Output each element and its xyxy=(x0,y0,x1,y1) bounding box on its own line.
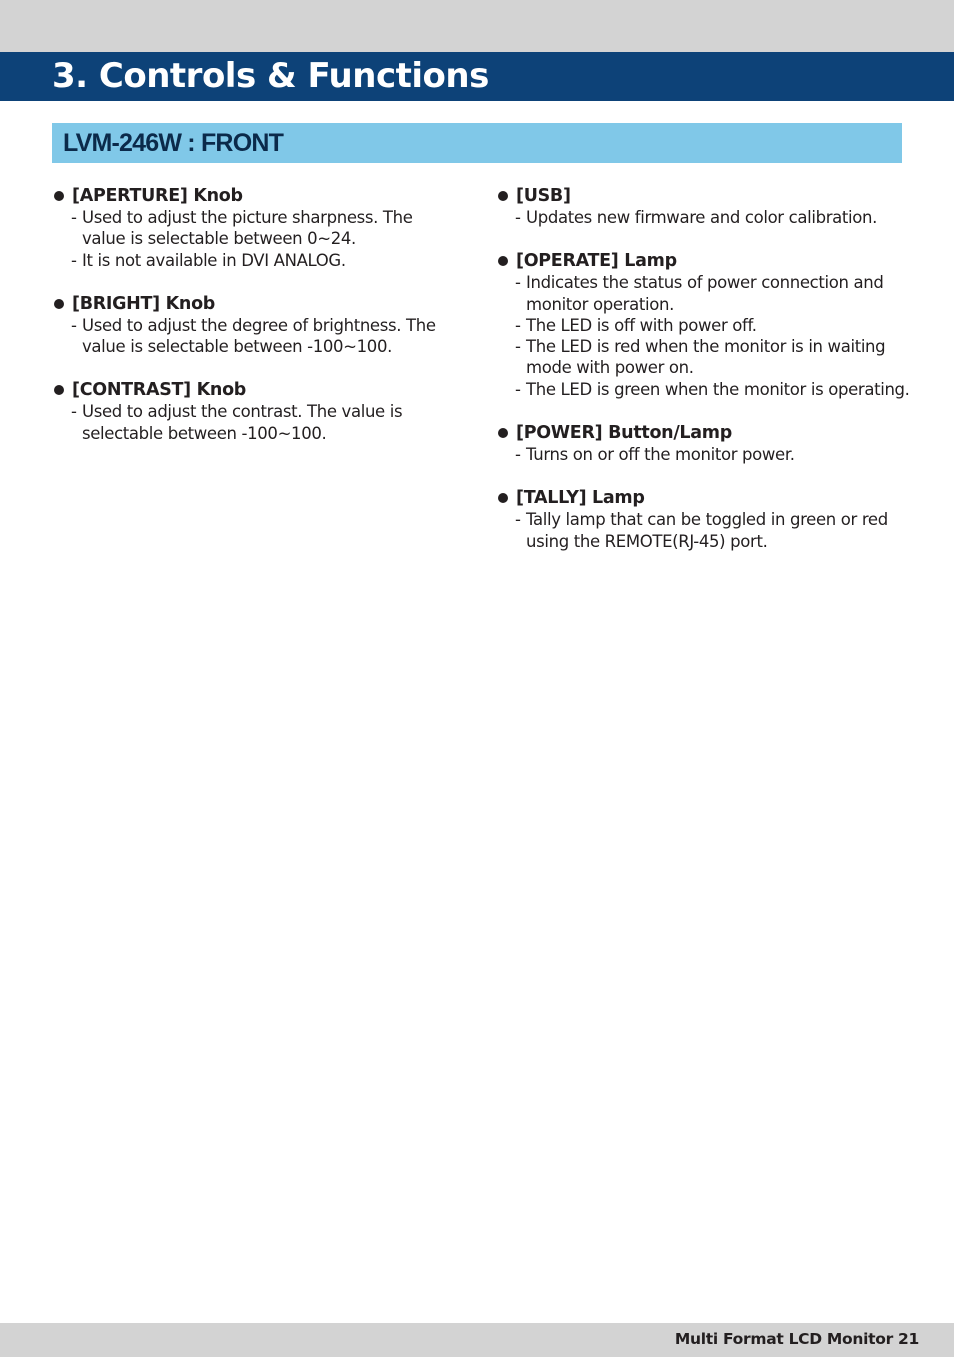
page-title: 3. Controls & Functions xyxy=(52,56,489,96)
item-aperture xyxy=(52,185,457,271)
item-title: [POWER] Button/Lamp xyxy=(516,423,732,444)
section-title: LVM-246W : FRONT xyxy=(63,129,284,157)
bullet-icon xyxy=(54,385,64,395)
footer-text: Multi Format LCD Monitor 21 xyxy=(674,1330,919,1348)
item-title: [CONTRAST] Knob xyxy=(72,380,247,401)
description-line: - The LED is red when the monitor is in waiting mode with power on. xyxy=(515,337,886,378)
section-header xyxy=(52,123,902,163)
item-contrast xyxy=(52,379,457,444)
description-line: - The LED is off with power off. xyxy=(515,315,757,335)
description-line: - Tally lamp that can be toggled in green or red using the REMOTE(RJ-45) port. xyxy=(515,510,888,551)
item-power xyxy=(496,422,916,465)
right-column xyxy=(496,185,916,574)
description-line: - Used to adjust the contrast. The value is selectable between -100~100. xyxy=(71,402,403,443)
title-bar xyxy=(0,52,954,101)
item-title: [TALLY] Lamp xyxy=(516,488,645,509)
bullet-icon xyxy=(498,191,508,201)
item-title: [USB] xyxy=(516,186,571,206)
description-line: - It is not available in DVI ANALOG. xyxy=(71,250,346,270)
item-operate xyxy=(496,250,916,400)
description-line: - Used to adjust the degree of brightness. The value is selectable between -100~100. xyxy=(71,315,436,357)
bullet-icon xyxy=(498,256,508,266)
bullet-icon xyxy=(498,493,508,503)
bullet-icon xyxy=(54,299,64,309)
description-line: - Turns on or off the monitor power. xyxy=(515,445,795,465)
item-title: [BRIGHT] Knob xyxy=(72,293,216,314)
description-line: - Used to adjust the picture sharpness. The value is selectable between 0~24. xyxy=(71,208,413,249)
description-line: - Indicates the status of power connection and monitor operation. xyxy=(515,273,884,314)
item-title: [OPERATE] Lamp xyxy=(516,251,677,272)
item-usb xyxy=(496,185,916,228)
left-column xyxy=(52,185,457,466)
footer-bar xyxy=(0,1323,954,1357)
bullet-icon xyxy=(498,428,508,438)
item-title: [APERTURE] Knob xyxy=(72,186,243,206)
description-line: - Updates new firmware and color calibration. xyxy=(515,208,878,227)
bullet-icon xyxy=(54,191,64,201)
item-tally xyxy=(496,487,916,552)
description-line: - The LED is green when the monitor is operating. xyxy=(515,379,910,399)
top-band xyxy=(0,0,954,52)
item-bright xyxy=(52,293,457,358)
